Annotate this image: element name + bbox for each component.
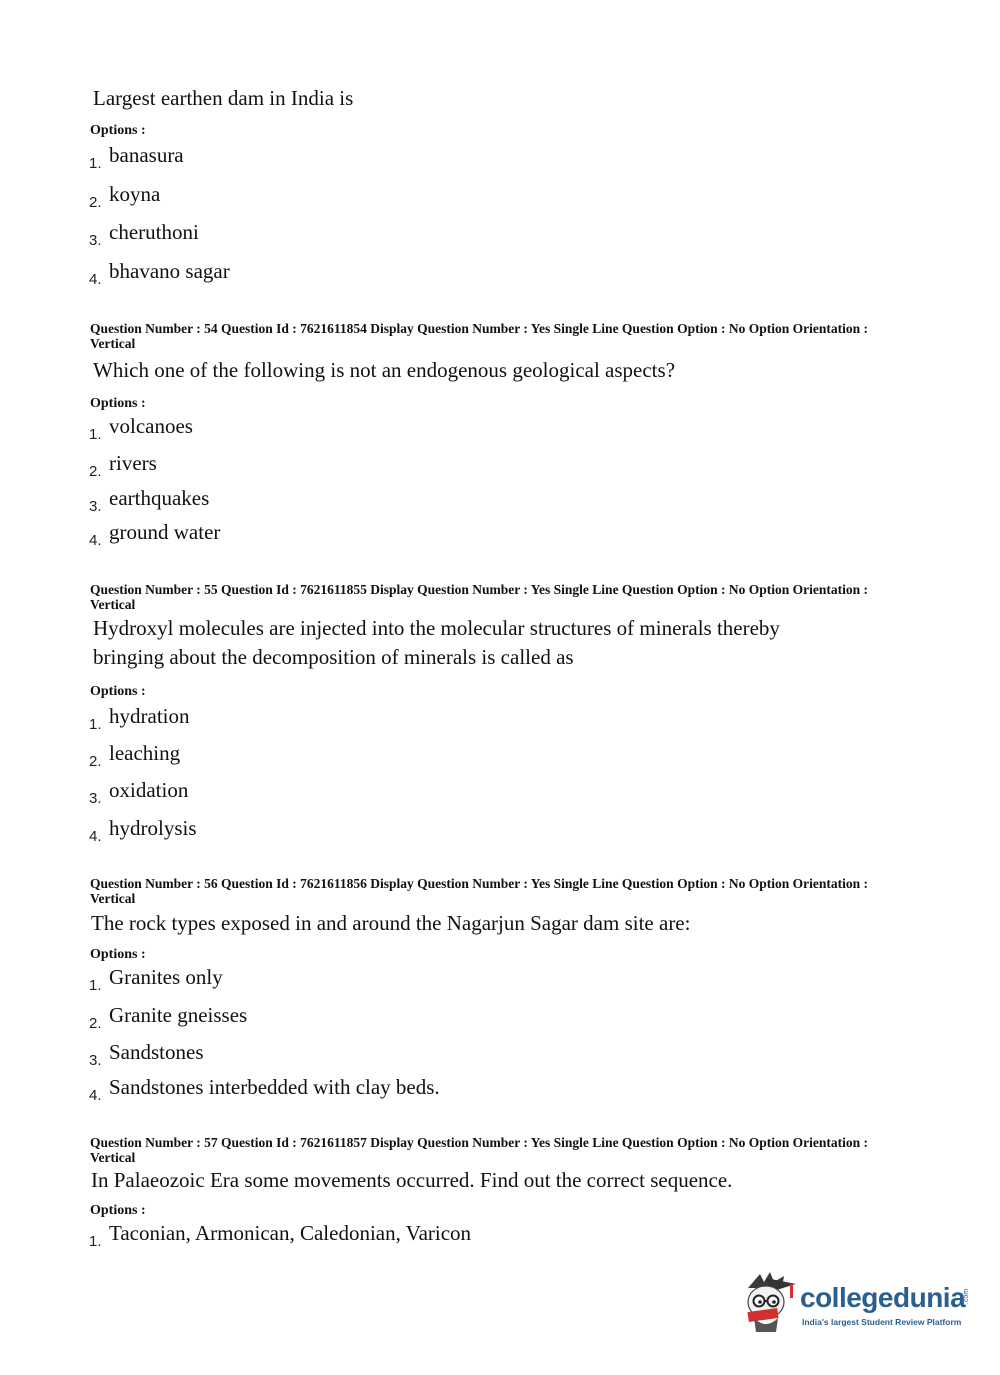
question-text: The rock types exposed in and around the Nagarjun Sagar dam site are: [91, 911, 691, 935]
option-text: banasura [109, 143, 184, 167]
option-item[interactable] [89, 143, 789, 173]
option-number: 4. [89, 828, 102, 845]
brand-tagline: India's largest Student Review Platform [802, 1317, 962, 1327]
option-item[interactable] [89, 486, 789, 516]
option-number: 2. [89, 753, 102, 770]
option-item[interactable] [89, 778, 789, 808]
option-number: 3. [89, 1052, 102, 1069]
option-item[interactable] [89, 704, 789, 734]
option-text: Sandstones [109, 1040, 204, 1064]
option-item[interactable] [89, 1075, 789, 1105]
question-text: In Palaeozoic Era some movements occurred. Find out the correct sequence. [91, 1168, 733, 1192]
options-label: Options : [90, 947, 146, 962]
option-text: bhavano sagar [109, 259, 230, 283]
option-item[interactable] [89, 1040, 789, 1070]
option-text: hydration [109, 704, 190, 728]
option-item[interactable] [89, 414, 789, 444]
options-label: Options : [90, 123, 146, 138]
question-meta: Question Number : 56 Question Id : 7621611856 Display Question Number : Yes Single Line Question Option : No Option Orientation : Vertical [90, 876, 868, 906]
option-number: 4. [89, 1087, 102, 1104]
option-number: 2. [89, 194, 102, 211]
option-number: 1. [89, 977, 102, 994]
option-item[interactable] [89, 451, 789, 481]
option-text: oxidation [109, 778, 189, 802]
option-text: leaching [109, 741, 181, 765]
option-item[interactable] [89, 1003, 789, 1033]
option-number: 1. [89, 426, 102, 443]
option-item[interactable] [89, 520, 789, 550]
option-number: 4. [89, 532, 102, 549]
option-text: earthquakes [109, 486, 210, 510]
option-number: 3. [89, 232, 102, 249]
option-text: rivers [109, 451, 157, 475]
option-text: cheruthoni [109, 220, 199, 244]
option-text: Granites only [109, 965, 223, 989]
option-number: 1. [89, 155, 102, 172]
question-text: Largest earthen dam in India is [93, 86, 354, 110]
option-item[interactable] [89, 182, 789, 212]
options-label: Options : [90, 684, 146, 699]
option-item[interactable] [89, 965, 789, 995]
option-number: 3. [89, 498, 102, 515]
collegedunia-logo[interactable] [740, 1268, 980, 1340]
option-text: volcanoes [109, 414, 193, 438]
option-number: 3. [89, 790, 102, 807]
option-item[interactable] [89, 816, 789, 846]
question-text: Hydroxyl molecules are injected into the molecular structures of minerals thereby bringing about the decomposition of minerals is called as [93, 616, 780, 669]
option-number: 2. [89, 1015, 102, 1032]
option-text: koyna [109, 182, 161, 206]
option-item[interactable] [89, 1221, 789, 1251]
brand-name: collegedunia [800, 1282, 966, 1313]
option-text: Sandstones interbedded with clay beds. [109, 1075, 440, 1099]
option-item[interactable] [89, 259, 789, 289]
options-label: Options : [90, 396, 146, 411]
question-meta: Question Number : 57 Question Id : 7621611857 Display Question Number : Yes Single Line Question Option : No Option Orientation : Vertical [90, 1135, 868, 1165]
option-text: Taconian, Armonican, Caledonian, Varicon [109, 1221, 472, 1245]
option-text: hydrolysis [109, 816, 197, 840]
question-text: Which one of the following is not an endogenous geological aspects? [93, 358, 676, 382]
option-text: ground water [109, 520, 221, 544]
option-number: 1. [89, 1233, 102, 1250]
option-number: 1. [89, 716, 102, 733]
option-text: Granite gneisses [109, 1003, 248, 1027]
option-number: 2. [89, 463, 102, 480]
option-number: 4. [89, 271, 102, 288]
question-meta: Question Number : 54 Question Id : 7621611854 Display Question Number : Yes Single Line Question Option : No Option Orientation : Vertical [90, 321, 868, 351]
options-label: Options : [90, 1203, 146, 1218]
mascot-icon [740, 1270, 802, 1338]
brand-domain: .com [963, 1288, 971, 1305]
option-item[interactable] [89, 741, 789, 771]
question-meta: Question Number : 55 Question Id : 7621611855 Display Question Number : Yes Single Line Question Option : No Option Orientation : Vertical [90, 582, 868, 612]
option-item[interactable] [89, 220, 789, 250]
